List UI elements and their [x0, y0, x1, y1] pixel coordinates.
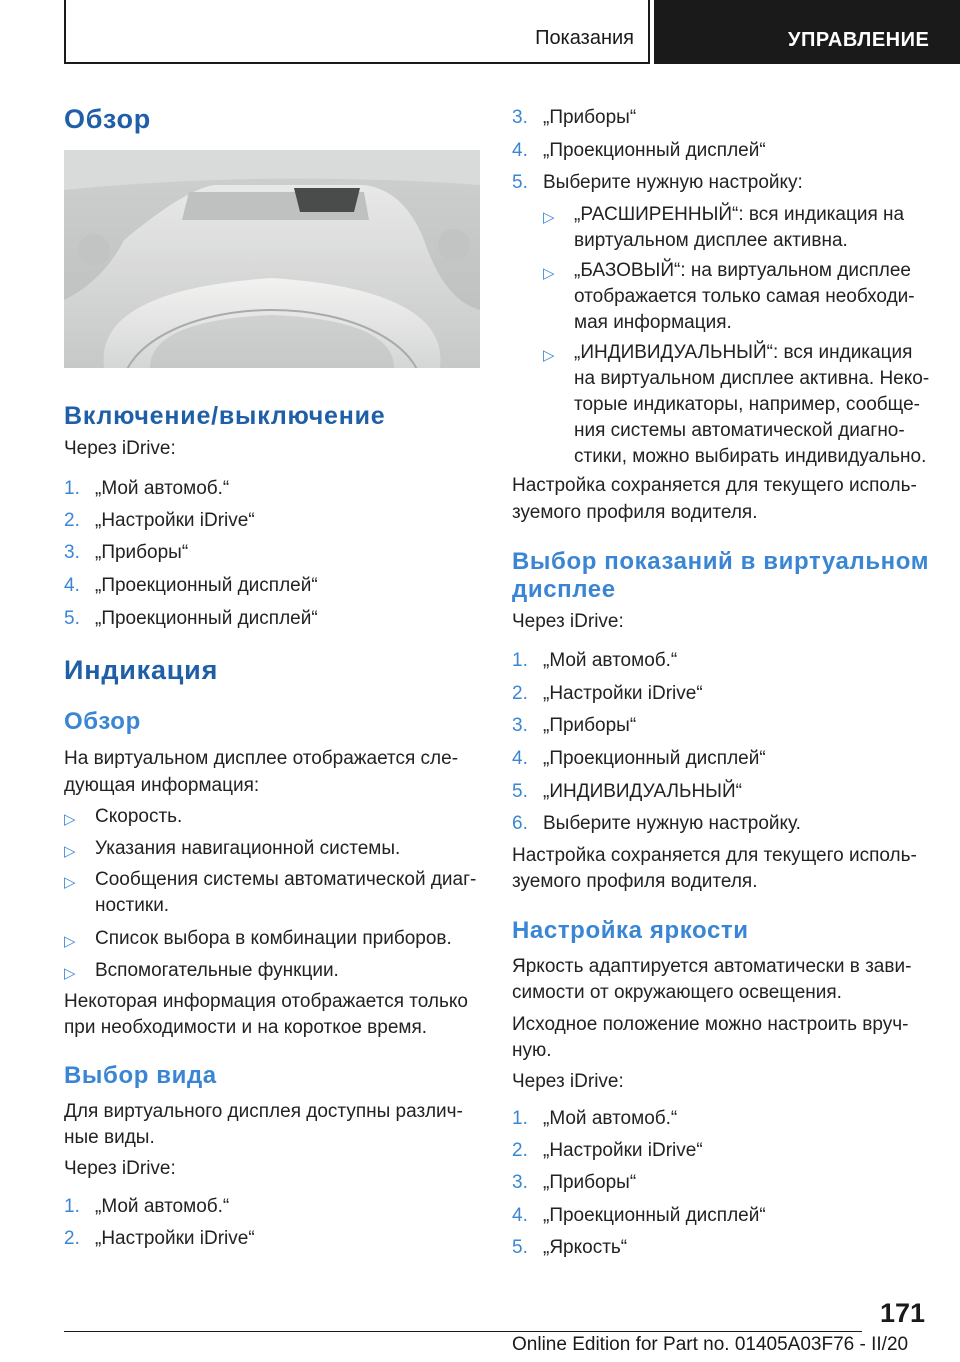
- step-number: 3.: [512, 1172, 528, 1193]
- subheading-select-indications-cont: дисплее: [512, 576, 616, 603]
- bullet-selection-list: Список выбора в комбинации приборов.: [95, 928, 452, 949]
- step-head-up-display[interactable]: „Проекционный дисплей“: [543, 1205, 766, 1226]
- subheading-brightness: Настройка яркости: [512, 917, 749, 944]
- intro-line: На виртуальном дисплее отображается сле-: [64, 748, 459, 769]
- step-head-up-display[interactable]: „Проекционный дисплей“: [95, 575, 318, 596]
- subheading-select-indications: Выбор показаний в виртуальном: [512, 548, 930, 575]
- step-number: 4.: [512, 1205, 528, 1226]
- bullet-navigation: Указания навигационной системы.: [95, 838, 401, 859]
- step-my-vehicle[interactable]: „Мой автомоб.“: [543, 650, 678, 671]
- option-basic-cont: мая информация.: [574, 312, 732, 333]
- step-my-vehicle[interactable]: „Мой автомоб.“: [95, 1196, 230, 1217]
- step-instruments[interactable]: „Приборы“: [543, 107, 637, 128]
- heading-on-off: Включение/выключение: [64, 402, 386, 430]
- bullet-speed: Скорость.: [95, 806, 183, 827]
- step-number: 5.: [512, 1237, 528, 1258]
- view-text-line: ные виды.: [64, 1127, 155, 1148]
- step-number: 3.: [64, 542, 80, 563]
- via-idrive-text: Через iDrive:: [512, 1071, 624, 1092]
- option-individual-cont: на виртуальном дисплее активна. Неко-: [574, 368, 930, 389]
- step-number: 1.: [64, 478, 80, 499]
- step-instruments[interactable]: „Приборы“: [95, 542, 189, 563]
- head-up-display-photo: [64, 150, 480, 368]
- step-idrive-settings[interactable]: „Настройки iDrive“: [543, 683, 703, 704]
- footer-edition-text: Online Edition for Part no. 01405A03F76 - II/20: [512, 1334, 909, 1355]
- step-my-vehicle[interactable]: „Мой автомоб.“: [543, 1108, 678, 1129]
- chapter-tab-controls[interactable]: [654, 0, 960, 64]
- option-individual[interactable]: „ИНДИВИДУАЛЬНЫЙ“: вся индикация: [574, 342, 913, 363]
- step-number: 3.: [512, 715, 528, 736]
- step-number: 1.: [512, 1108, 528, 1129]
- subheading-overview: Обзор: [64, 708, 141, 735]
- option-individual-cont: торые индикаторы, например, сообще-: [574, 394, 920, 415]
- intro-line: дующая информация:: [64, 775, 260, 796]
- step-my-vehicle[interactable]: „Мой автомоб.“: [95, 478, 230, 499]
- note-line: Некоторая информация отображается только: [64, 991, 468, 1012]
- option-basic-cont: отображается только самая необходи-: [574, 286, 915, 307]
- step-individual[interactable]: „ИНДИВИДУАЛЬНЫЙ“: [543, 781, 742, 802]
- heading-indication: Индикация: [64, 655, 219, 685]
- option-individual-cont: ния системы автоматической диагно-: [574, 420, 905, 441]
- brightness-text-line: Яркость адаптируется автоматически в зави-: [512, 956, 912, 977]
- bullet-triangle-icon: ▷: [64, 811, 76, 828]
- bullet-triangle-icon: ▷: [64, 843, 76, 860]
- step-number: 4.: [512, 748, 528, 769]
- note-line: при необходимости и на короткое время.: [64, 1017, 428, 1038]
- via-idrive-text: Через iDrive:: [64, 438, 176, 459]
- bullet-triangle-icon: ▷: [64, 933, 76, 950]
- step-number: 4.: [64, 575, 80, 596]
- brightness-text-line: ную.: [512, 1040, 552, 1061]
- chapter-tab-label: УПРАВЛЕНИЕ: [788, 29, 930, 51]
- via-idrive-text: Через iDrive:: [512, 611, 624, 632]
- bullet-triangle-icon: ▷: [64, 874, 76, 891]
- bullet-diagnostics-cont: ностики.: [95, 895, 170, 916]
- via-idrive-text: Через iDrive:: [64, 1158, 176, 1179]
- section-tab-indications[interactable]: [64, 0, 650, 64]
- option-basic[interactable]: „БАЗОВЫЙ“: на виртуальном дисплее: [574, 260, 911, 281]
- step-number: 3.: [512, 107, 528, 128]
- step-number: 2.: [512, 1140, 528, 1161]
- step-head-up-display[interactable]: „Проекционный дисплей“: [543, 140, 766, 161]
- step-idrive-settings[interactable]: „Настройки iDrive“: [95, 1228, 255, 1249]
- step-number: 5.: [512, 172, 528, 193]
- saved-note-line: Настройка сохраняется для текущего исполь-: [512, 845, 917, 866]
- step-head-up-display[interactable]: „Проекционный дисплей“: [95, 608, 318, 629]
- view-text-line: Для виртуального дисплея доступны различ-: [64, 1101, 463, 1122]
- saved-note-line: зуемого профиля водителя.: [512, 502, 758, 523]
- step-number: 5.: [64, 608, 80, 629]
- step-number: 1.: [64, 1196, 80, 1217]
- brightness-text-line: симости от окружающего освещения.: [512, 982, 842, 1003]
- bullet-assist-functions: Вспомогательные функции.: [95, 960, 339, 981]
- option-extended[interactable]: „РАСШИРЕННЫЙ“: вся индикация на: [574, 204, 905, 225]
- step-number: 5.: [512, 781, 528, 802]
- heading-overview: Обзор: [64, 104, 152, 134]
- option-extended-cont: виртуальном дисплее активна.: [574, 230, 848, 251]
- step-number: 4.: [512, 140, 528, 161]
- step-instruments[interactable]: „Приборы“: [543, 715, 637, 736]
- bullet-triangle-icon: ▷: [543, 347, 555, 364]
- brightness-text-line: Исходное положение можно настроить вруч-: [512, 1014, 909, 1035]
- step-idrive-settings[interactable]: „Настройки iDrive“: [95, 510, 255, 531]
- saved-note-line: зуемого профиля водителя.: [512, 871, 758, 892]
- page-number: 171: [880, 1298, 926, 1328]
- step-number: 2.: [64, 510, 80, 531]
- bullet-triangle-icon: ▷: [543, 265, 555, 282]
- subheading-view-selection: Выбор вида: [64, 1062, 217, 1089]
- step-number: 1.: [512, 650, 528, 671]
- step-idrive-settings[interactable]: „Настройки iDrive“: [543, 1140, 703, 1161]
- bullet-triangle-icon: ▷: [543, 209, 555, 226]
- step-select-setting: Выберите нужную настройку.: [543, 813, 801, 834]
- step-number: 2.: [512, 683, 528, 704]
- step-head-up-display[interactable]: „Проекционный дисплей“: [543, 748, 766, 769]
- bullet-triangle-icon: ▷: [64, 965, 76, 982]
- section-tab-label: Показания: [535, 27, 634, 49]
- step-number: 6.: [512, 813, 528, 834]
- option-individual-cont: стики, можно выбирать индивидуально.: [574, 446, 927, 467]
- footer-divider: [64, 1331, 862, 1332]
- page-header: [0, 0, 960, 66]
- step-instruments[interactable]: „Приборы“: [543, 1172, 637, 1193]
- dashboard-illustration: [64, 150, 480, 368]
- saved-note-line: Настройка сохраняется для текущего исполь-: [512, 475, 917, 496]
- bullet-diagnostics: Сообщения системы автоматической диаг-: [95, 869, 477, 890]
- step-brightness[interactable]: „Яркость“: [543, 1237, 628, 1258]
- step-number: 2.: [64, 1228, 80, 1249]
- step-select-setting: Выберите нужную настройку:: [543, 172, 803, 193]
